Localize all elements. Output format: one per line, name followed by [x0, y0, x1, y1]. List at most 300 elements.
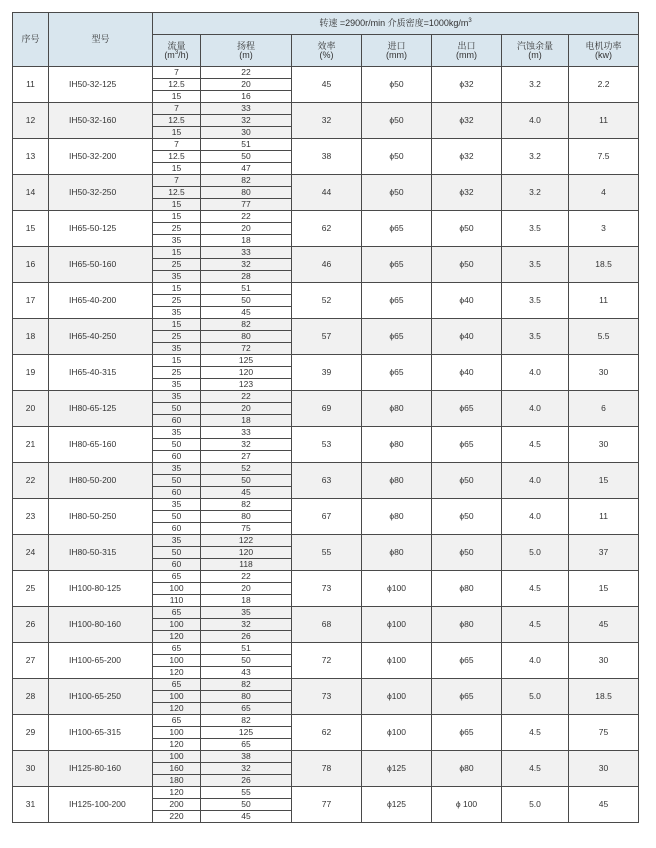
header-flow-unit: [153, 51, 200, 60]
header-outlet-label: 出口: [457, 40, 476, 51]
npsh-cell: 5.0: [502, 679, 569, 715]
power-cell: 11: [569, 499, 639, 535]
table-row: [13, 679, 639, 691]
outlet-cell: ϕ32: [432, 139, 502, 175]
flow-cell: 15: [153, 91, 201, 103]
model-cell: IH80-65-125: [49, 391, 153, 427]
power-cell: 30: [569, 427, 639, 463]
head-cell: 52: [201, 463, 292, 475]
header-efficiency: [292, 35, 362, 67]
seq-cell: 20: [13, 391, 49, 427]
flow-cell: 35: [153, 379, 201, 391]
head-cell: 20: [201, 79, 292, 91]
model-cell: IH100-80-125: [49, 571, 153, 607]
head-cell: 22: [201, 571, 292, 583]
head-cell: 22: [201, 391, 292, 403]
head-cell: 125: [201, 355, 292, 367]
head-cell: 82: [201, 679, 292, 691]
table-body: [13, 67, 639, 823]
efficiency-cell: 72: [292, 643, 362, 679]
inlet-cell: ϕ80: [362, 463, 432, 499]
head-cell: 22: [201, 67, 292, 79]
head-cell: 51: [201, 139, 292, 151]
header-inlet-unit: (mm): [386, 49, 407, 60]
inlet-cell: ϕ65: [362, 283, 432, 319]
outlet-cell: ϕ65: [432, 643, 502, 679]
power-cell: 4: [569, 175, 639, 211]
outlet-cell: ϕ50: [432, 499, 502, 535]
head-cell: 50: [201, 295, 292, 307]
flow-cell: 15: [153, 199, 201, 211]
flow-cell: 120: [153, 739, 201, 751]
inlet-cell: ϕ100: [362, 607, 432, 643]
model-cell: IH100-80-160: [49, 607, 153, 643]
npsh-cell: 3.5: [502, 283, 569, 319]
npsh-cell: 4.0: [502, 643, 569, 679]
efficiency-cell: 44: [292, 175, 362, 211]
seq-cell: 14: [13, 175, 49, 211]
npsh-cell: 4.5: [502, 427, 569, 463]
table-row: [13, 319, 639, 331]
efficiency-cell: 69: [292, 391, 362, 427]
flow-cell: 100: [153, 583, 201, 595]
inlet-cell: ϕ50: [362, 103, 432, 139]
flow-cell: 15: [153, 211, 201, 223]
header-seq: 序号: [13, 13, 49, 67]
flow-cell: 12.5: [153, 151, 201, 163]
power-cell: 75: [569, 715, 639, 751]
flow-cell: 180: [153, 775, 201, 787]
head-cell: 28: [201, 271, 292, 283]
model-cell: IH80-65-160: [49, 427, 153, 463]
flow-cell: 100: [153, 619, 201, 631]
flow-cell: 35: [153, 391, 201, 403]
model-cell: IH50-32-250: [49, 175, 153, 211]
head-cell: 45: [201, 487, 292, 499]
head-cell: 32: [201, 439, 292, 451]
inlet-cell: ϕ65: [362, 319, 432, 355]
inlet-cell: ϕ100: [362, 679, 432, 715]
header-npsh: [502, 35, 569, 67]
flow-cell: 50: [153, 439, 201, 451]
flow-cell: 7: [153, 139, 201, 151]
head-cell: 118: [201, 559, 292, 571]
seq-cell: 15: [13, 211, 49, 247]
flow-cell: 35: [153, 499, 201, 511]
header-outlet: [432, 35, 502, 67]
seq-cell: 25: [13, 571, 49, 607]
inlet-cell: ϕ65: [362, 247, 432, 283]
head-cell: 22: [201, 211, 292, 223]
head-cell: 65: [201, 739, 292, 751]
flow-cell: 25: [153, 223, 201, 235]
table-row: [13, 427, 639, 439]
table-row: [13, 175, 639, 187]
header-npsh-unit: (m): [528, 49, 542, 60]
flow-cell: 7: [153, 103, 201, 115]
flow-cell: 7: [153, 175, 201, 187]
table-row: [13, 571, 639, 583]
npsh-cell: 4.5: [502, 571, 569, 607]
head-cell: 82: [201, 499, 292, 511]
head-cell: 32: [201, 259, 292, 271]
header-npsh-label: 汽蚀余量: [516, 40, 553, 51]
head-cell: 123: [201, 379, 292, 391]
table-row: [13, 751, 639, 763]
flow-cell: 35: [153, 535, 201, 547]
table-row: [13, 463, 639, 475]
table-row: [13, 247, 639, 259]
efficiency-cell: 73: [292, 679, 362, 715]
model-cell: IH65-40-315: [49, 355, 153, 391]
flow-cell: 7: [153, 67, 201, 79]
seq-cell: 24: [13, 535, 49, 571]
model-cell: IH80-50-200: [49, 463, 153, 499]
flow-cell: 50: [153, 547, 201, 559]
head-cell: 38: [201, 751, 292, 763]
seq-cell: 29: [13, 715, 49, 751]
pump-spec-table: [12, 12, 639, 823]
head-cell: 16: [201, 91, 292, 103]
npsh-cell: 5.0: [502, 787, 569, 823]
inlet-cell: ϕ80: [362, 427, 432, 463]
header-outlet-unit: (mm): [456, 49, 477, 60]
flow-cell: 12.5: [153, 115, 201, 127]
flow-cell: 100: [153, 655, 201, 667]
outlet-cell: ϕ50: [432, 211, 502, 247]
header-flow-unit-sup: 3: [174, 49, 179, 56]
npsh-cell: 3.2: [502, 67, 569, 103]
head-cell: 18: [201, 415, 292, 427]
flow-cell: 25: [153, 331, 201, 343]
efficiency-cell: 46: [292, 247, 362, 283]
efficiency-cell: 62: [292, 715, 362, 751]
efficiency-cell: 55: [292, 535, 362, 571]
header-conditions: [153, 13, 639, 35]
head-cell: 50: [201, 151, 292, 163]
efficiency-cell: 63: [292, 463, 362, 499]
header-flow-label: 流量: [167, 40, 186, 51]
power-cell: 30: [569, 355, 639, 391]
flow-cell: 120: [153, 703, 201, 715]
flow-cell: 15: [153, 283, 201, 295]
seq-cell: 19: [13, 355, 49, 391]
outlet-cell: ϕ40: [432, 283, 502, 319]
header-efficiency-label: 效率: [317, 40, 336, 51]
head-cell: 120: [201, 367, 292, 379]
head-cell: 47: [201, 163, 292, 175]
outlet-cell: ϕ40: [432, 355, 502, 391]
seq-cell: 16: [13, 247, 49, 283]
table-row: [13, 643, 639, 655]
efficiency-cell: 78: [292, 751, 362, 787]
head-cell: 51: [201, 283, 292, 295]
head-cell: 80: [201, 691, 292, 703]
table-row: [13, 103, 639, 115]
head-cell: 80: [201, 511, 292, 523]
head-cell: 120: [201, 547, 292, 559]
inlet-cell: ϕ100: [362, 715, 432, 751]
outlet-cell: ϕ32: [432, 175, 502, 211]
head-cell: 32: [201, 619, 292, 631]
flow-cell: 60: [153, 523, 201, 535]
npsh-cell: 4.0: [502, 499, 569, 535]
head-cell: 26: [201, 631, 292, 643]
head-cell: 45: [201, 811, 292, 823]
model-cell: IH125-100-200: [49, 787, 153, 823]
outlet-cell: ϕ65: [432, 715, 502, 751]
seq-cell: 11: [13, 67, 49, 103]
header-motor-power-unit: (kw): [595, 49, 613, 60]
inlet-cell: ϕ125: [362, 751, 432, 787]
header-head-unit: (m): [239, 49, 253, 60]
flow-cell: 50: [153, 475, 201, 487]
header-head: [201, 35, 292, 67]
inlet-cell: ϕ50: [362, 139, 432, 175]
header-conditions-sup: 3: [468, 18, 472, 24]
power-cell: 15: [569, 463, 639, 499]
head-cell: 33: [201, 427, 292, 439]
model-cell: IH65-40-250: [49, 319, 153, 355]
outlet-cell: ϕ65: [432, 679, 502, 715]
model-cell: IH100-65-250: [49, 679, 153, 715]
npsh-cell: 4.0: [502, 355, 569, 391]
npsh-cell: 4.0: [502, 103, 569, 139]
npsh-cell: 4.5: [502, 607, 569, 643]
table-row: [13, 283, 639, 295]
table-row: [13, 607, 639, 619]
table-row: [13, 391, 639, 403]
head-cell: 27: [201, 451, 292, 463]
flow-cell: 60: [153, 559, 201, 571]
power-cell: 11: [569, 103, 639, 139]
flow-cell: 65: [153, 715, 201, 727]
efficiency-cell: 52: [292, 283, 362, 319]
npsh-cell: 4.5: [502, 715, 569, 751]
head-cell: 77: [201, 199, 292, 211]
seq-cell: 28: [13, 679, 49, 715]
npsh-cell: 4.0: [502, 391, 569, 427]
seq-cell: 22: [13, 463, 49, 499]
flow-cell: 65: [153, 679, 201, 691]
flow-cell: 60: [153, 487, 201, 499]
head-cell: 33: [201, 103, 292, 115]
flow-cell: 120: [153, 667, 201, 679]
outlet-cell: ϕ80: [432, 571, 502, 607]
header-flow-unit-pre: (m: [164, 49, 175, 60]
efficiency-cell: 39: [292, 355, 362, 391]
inlet-cell: ϕ80: [362, 499, 432, 535]
head-cell: 50: [201, 799, 292, 811]
header-motor-power: [569, 35, 639, 67]
flow-cell: 35: [153, 307, 201, 319]
seq-cell: 23: [13, 499, 49, 535]
head-cell: 72: [201, 343, 292, 355]
model-cell: IH50-32-200: [49, 139, 153, 175]
flow-cell: 12.5: [153, 187, 201, 199]
npsh-cell: 3.2: [502, 175, 569, 211]
flow-cell: 35: [153, 463, 201, 475]
header-flow-unit-post: /h): [178, 49, 189, 60]
efficiency-cell: 53: [292, 427, 362, 463]
flow-cell: 100: [153, 727, 201, 739]
head-cell: 80: [201, 187, 292, 199]
head-cell: 43: [201, 667, 292, 679]
flow-cell: 35: [153, 427, 201, 439]
outlet-cell: ϕ80: [432, 607, 502, 643]
flow-cell: 60: [153, 451, 201, 463]
flow-cell: 220: [153, 811, 201, 823]
inlet-cell: ϕ65: [362, 211, 432, 247]
head-cell: 55: [201, 787, 292, 799]
model-cell: IH100-65-200: [49, 643, 153, 679]
seq-cell: 26: [13, 607, 49, 643]
npsh-cell: 3.5: [502, 247, 569, 283]
power-cell: 30: [569, 643, 639, 679]
seq-cell: 31: [13, 787, 49, 823]
table-row: [13, 355, 639, 367]
outlet-cell: ϕ40: [432, 319, 502, 355]
efficiency-cell: 68: [292, 607, 362, 643]
flow-cell: 50: [153, 403, 201, 415]
power-cell: 5.5: [569, 319, 639, 355]
head-cell: 65: [201, 703, 292, 715]
head-cell: 18: [201, 595, 292, 607]
model-cell: IH125-80-160: [49, 751, 153, 787]
power-cell: 45: [569, 787, 639, 823]
power-cell: 37: [569, 535, 639, 571]
flow-cell: 35: [153, 271, 201, 283]
power-cell: 6: [569, 391, 639, 427]
head-cell: 82: [201, 715, 292, 727]
table-row: [13, 67, 639, 79]
power-cell: 18.5: [569, 679, 639, 715]
head-cell: 122: [201, 535, 292, 547]
header-flow: [153, 35, 201, 67]
efficiency-cell: 77: [292, 787, 362, 823]
efficiency-cell: 45: [292, 67, 362, 103]
outlet-cell: ϕ50: [432, 463, 502, 499]
inlet-cell: ϕ80: [362, 391, 432, 427]
outlet-cell: ϕ32: [432, 103, 502, 139]
header-inlet-label: 进口: [387, 40, 406, 51]
flow-cell: 25: [153, 259, 201, 271]
flow-cell: 60: [153, 415, 201, 427]
npsh-cell: 3.2: [502, 139, 569, 175]
model-cell: IH65-50-125: [49, 211, 153, 247]
header-head-label: 扬程: [236, 40, 255, 51]
head-cell: 82: [201, 175, 292, 187]
header-efficiency-unit: (%): [319, 49, 334, 60]
power-cell: 11: [569, 283, 639, 319]
flow-cell: 35: [153, 343, 201, 355]
flow-cell: 50: [153, 511, 201, 523]
power-cell: 2.2: [569, 67, 639, 103]
header-conditions-text: 转速 =2900r/min 介质密度=1000kg/m: [319, 18, 469, 28]
npsh-cell: 4.5: [502, 751, 569, 787]
head-cell: 20: [201, 583, 292, 595]
table-row: [13, 787, 639, 799]
head-cell: 32: [201, 115, 292, 127]
model-cell: IH100-65-315: [49, 715, 153, 751]
flow-cell: 100: [153, 751, 201, 763]
table-row: [13, 211, 639, 223]
flow-cell: 15: [153, 127, 201, 139]
table-row: [13, 715, 639, 727]
outlet-cell: ϕ50: [432, 247, 502, 283]
head-cell: 33: [201, 247, 292, 259]
seq-cell: 21: [13, 427, 49, 463]
power-cell: 7.5: [569, 139, 639, 175]
inlet-cell: ϕ65: [362, 355, 432, 391]
model-cell: IH80-50-250: [49, 499, 153, 535]
outlet-cell: ϕ 100: [432, 787, 502, 823]
efficiency-cell: 38: [292, 139, 362, 175]
head-cell: 18: [201, 235, 292, 247]
table-row: [13, 139, 639, 151]
outlet-cell: ϕ65: [432, 427, 502, 463]
efficiency-cell: 32: [292, 103, 362, 139]
head-cell: 51: [201, 643, 292, 655]
seq-cell: 30: [13, 751, 49, 787]
head-cell: 50: [201, 475, 292, 487]
head-cell: 50: [201, 655, 292, 667]
table-row: [13, 499, 639, 511]
power-cell: 18.5: [569, 247, 639, 283]
header-inlet: [362, 35, 432, 67]
efficiency-cell: 73: [292, 571, 362, 607]
inlet-cell: ϕ80: [362, 535, 432, 571]
npsh-cell: 3.5: [502, 319, 569, 355]
inlet-cell: ϕ50: [362, 67, 432, 103]
power-cell: 45: [569, 607, 639, 643]
header-model: 型号: [49, 13, 153, 67]
head-cell: 30: [201, 127, 292, 139]
model-cell: IH80-50-315: [49, 535, 153, 571]
flow-cell: 15: [153, 355, 201, 367]
head-cell: 82: [201, 319, 292, 331]
flow-cell: 65: [153, 643, 201, 655]
seq-cell: 13: [13, 139, 49, 175]
head-cell: 20: [201, 403, 292, 415]
power-cell: 3: [569, 211, 639, 247]
seq-cell: 17: [13, 283, 49, 319]
inlet-cell: ϕ50: [362, 175, 432, 211]
table-row: [13, 535, 639, 547]
efficiency-cell: 62: [292, 211, 362, 247]
outlet-cell: ϕ50: [432, 535, 502, 571]
head-cell: 35: [201, 607, 292, 619]
pump-spec-table-container: [12, 12, 638, 823]
flow-cell: 100: [153, 691, 201, 703]
head-cell: 32: [201, 763, 292, 775]
efficiency-cell: 57: [292, 319, 362, 355]
npsh-cell: 3.5: [502, 211, 569, 247]
model-cell: IH50-32-160: [49, 103, 153, 139]
flow-cell: 65: [153, 571, 201, 583]
head-cell: 45: [201, 307, 292, 319]
header-motor-power-label: 电机功率: [585, 40, 622, 51]
head-cell: 80: [201, 331, 292, 343]
head-cell: 75: [201, 523, 292, 535]
inlet-cell: ϕ100: [362, 571, 432, 607]
flow-cell: 15: [153, 319, 201, 331]
efficiency-cell: 67: [292, 499, 362, 535]
flow-cell: 25: [153, 295, 201, 307]
flow-cell: 25: [153, 367, 201, 379]
model-cell: IH65-40-200: [49, 283, 153, 319]
npsh-cell: 5.0: [502, 535, 569, 571]
